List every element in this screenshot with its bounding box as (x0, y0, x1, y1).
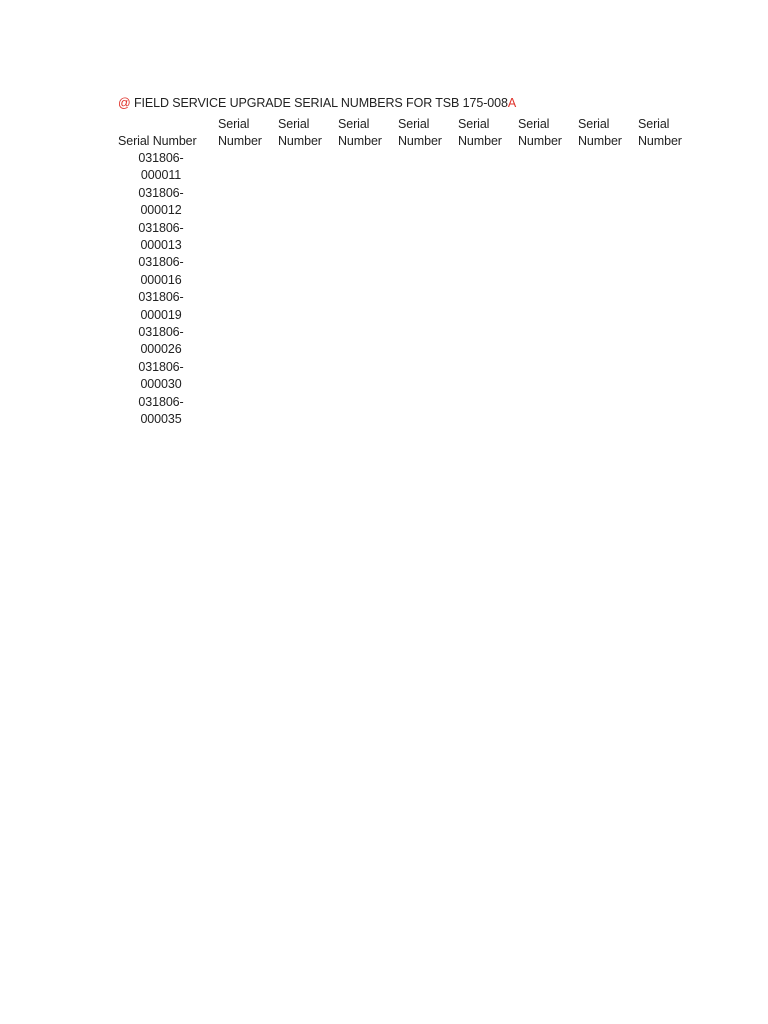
serial-suffix: 000030 (140, 377, 182, 392)
serial-entry (118, 394, 204, 429)
serial-entry (118, 289, 204, 324)
column-header (458, 116, 502, 151)
column-header (518, 116, 562, 151)
title-suffix: A (507, 96, 517, 110)
column-header-line1: Serial (518, 117, 550, 131)
serial-number-header: Serial Number (118, 134, 197, 148)
serial-prefix: 031806- (138, 255, 184, 270)
serial-suffix: 000012 (140, 203, 182, 218)
column-header-line1: Serial (338, 117, 370, 131)
serial-prefix: 031806- (138, 151, 184, 165)
column-header (218, 116, 262, 151)
column-header-line2: Number (638, 134, 682, 149)
serial-prefix: 031806- (138, 325, 184, 340)
column-header-line2: Number (398, 134, 442, 149)
column-header (578, 116, 622, 151)
serial-prefix: 031806- (138, 359, 184, 374)
column-header-line1: Serial (458, 117, 490, 131)
serial-entry (118, 150, 204, 185)
column-header-line1: Serial (278, 117, 310, 131)
serial-prefix: 031806- (138, 290, 184, 305)
serial-prefix: 031806- (138, 394, 184, 409)
serial-entry (118, 220, 204, 255)
serial-entry (118, 324, 204, 359)
column-header (278, 116, 322, 151)
serial-suffix: 000016 (140, 272, 182, 287)
column-header-line2: Number (278, 134, 322, 149)
serial-suffix: 000011 (140, 168, 182, 183)
serial-suffix: 000019 (140, 307, 182, 322)
title-marker: @ (118, 96, 131, 110)
serial-suffix: 000026 (140, 342, 182, 357)
column-header-line2: Number (578, 134, 622, 149)
column-header-line2: Number (218, 134, 262, 149)
column-header (638, 116, 682, 151)
column-header (338, 116, 382, 151)
column-header-line2: Number (338, 134, 382, 149)
serial-suffix: 000035 (140, 412, 182, 427)
serial-prefix: 031806- (138, 220, 184, 235)
document-title (118, 95, 516, 112)
column-header-line1: Serial (638, 117, 670, 131)
serial-suffix: 000013 (140, 238, 182, 253)
serial-prefix: 031806- (138, 185, 184, 200)
serial-entry (118, 359, 204, 394)
column-header (398, 116, 442, 151)
column-header-line2: Number (458, 134, 502, 149)
serial-list (118, 150, 204, 429)
column-header-line1: Serial (398, 117, 430, 131)
column-header-line1: Serial (218, 117, 250, 131)
title-text: FIELD SERVICE UPGRADE SERIAL NUMBERS FOR TSB 175-008 (130, 96, 508, 110)
serial-entry (118, 185, 204, 220)
column-header-line2: Number (518, 134, 562, 149)
column-header-line1: Serial (578, 117, 610, 131)
serial-entry (118, 254, 204, 289)
